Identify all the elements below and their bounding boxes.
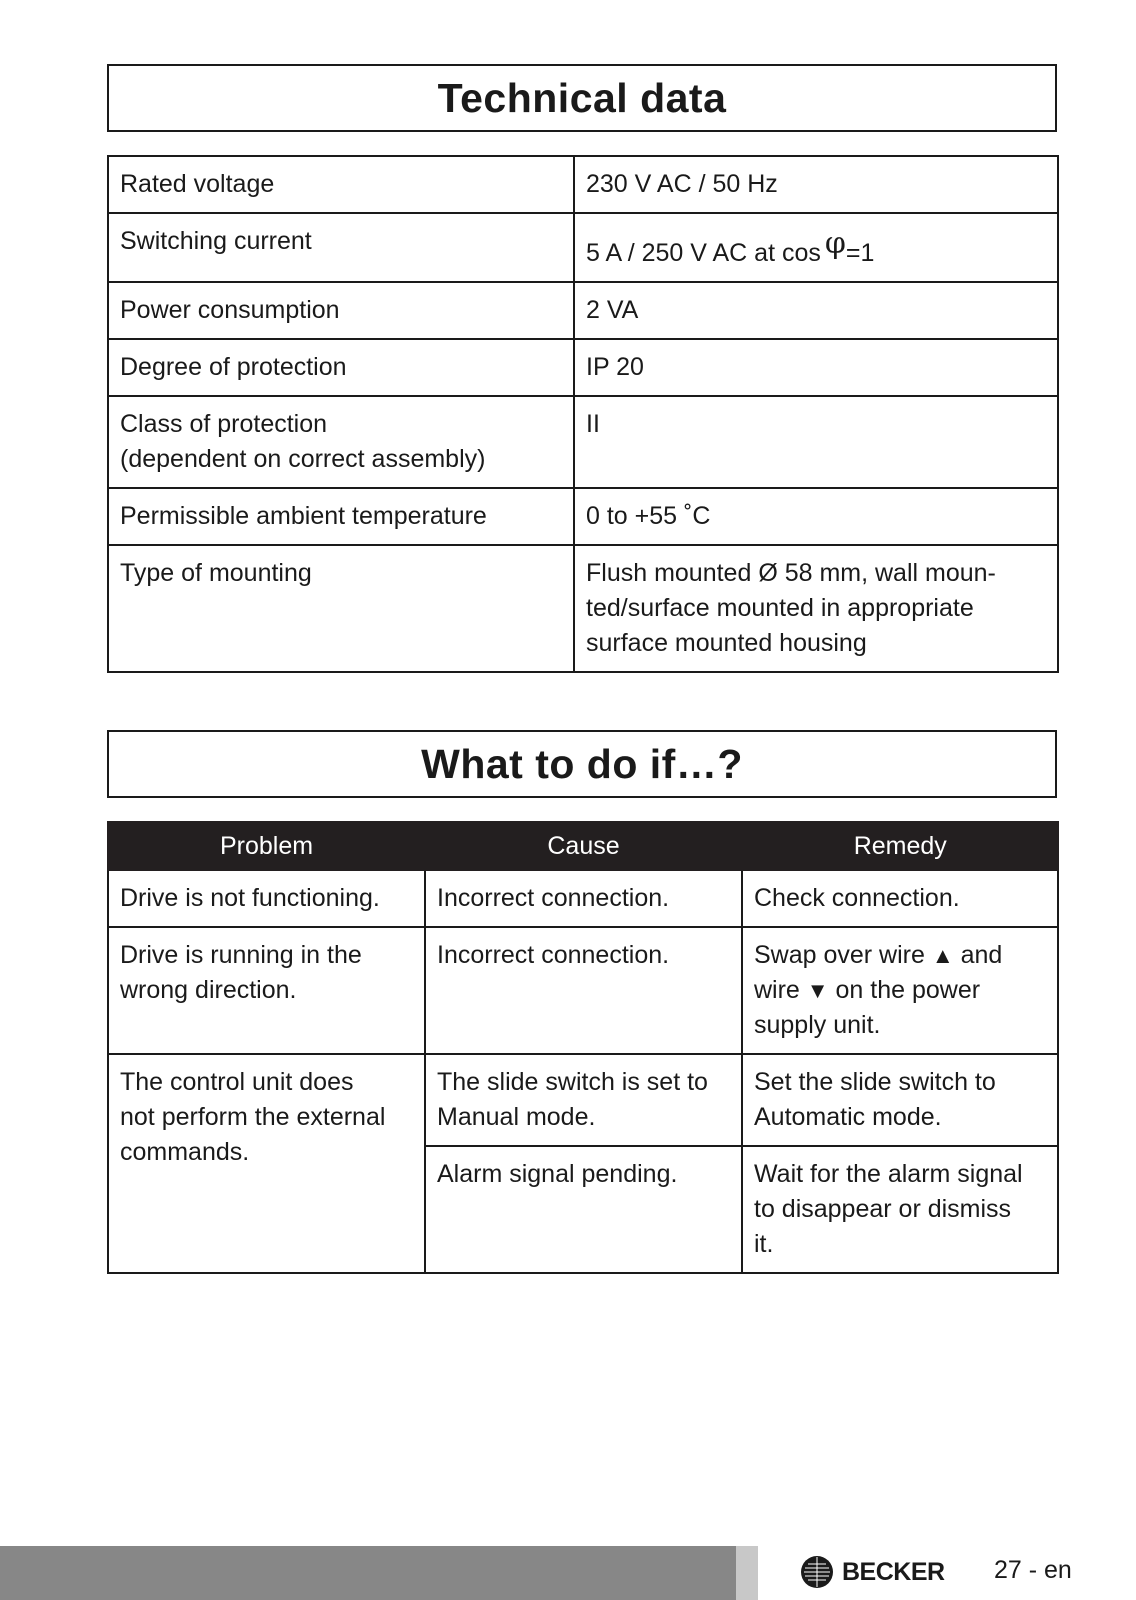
spec-value: Flush mounted Ø 58 mm, wall moun- ted/surface mounted in appropriate surface mounted housing xyxy=(574,545,1058,672)
spec-label: Rated voltage xyxy=(108,156,574,213)
technical-data-table xyxy=(107,155,1059,673)
remedy-cell: Wait for the alarm signal to disappear or dismiss it. xyxy=(742,1146,1058,1273)
troubleshooting-table xyxy=(107,821,1059,1274)
spec-value: IP 20 xyxy=(574,339,1058,396)
spec-value: 230 V AC / 50 Hz xyxy=(574,156,1058,213)
spec-label: Class of protection (dependent on correct assembly) xyxy=(108,396,574,488)
table-row xyxy=(108,282,1058,339)
becker-logo-icon xyxy=(800,1555,834,1589)
problem-cell: The control unit does not perform the external commands. xyxy=(108,1054,425,1273)
remedy-cell: Set the slide switch to Automatic mode. xyxy=(742,1054,1058,1146)
table-row xyxy=(108,488,1058,545)
spec-label: Power consumption xyxy=(108,282,574,339)
becker-logo xyxy=(800,1555,945,1589)
column-header-remedy: Remedy xyxy=(742,822,1058,870)
table-row xyxy=(108,1054,1058,1146)
remedy-text: and wire xyxy=(754,941,1003,1004)
remedy-text: Swap over wire xyxy=(754,941,925,969)
spec-value: 0 to +55 ˚C xyxy=(574,488,1058,545)
cause-cell: The slide switch is set to Manual mode. xyxy=(425,1054,742,1146)
spec-value: II xyxy=(574,396,1058,488)
problem-cell: Drive is not functioning. xyxy=(108,870,425,927)
table-row xyxy=(108,927,1058,1054)
table-row xyxy=(108,870,1058,927)
table-row xyxy=(108,339,1058,396)
cause-cell: Incorrect connection. xyxy=(425,870,742,927)
brand-name: BECKER xyxy=(842,1557,945,1586)
table-row xyxy=(108,213,1058,282)
spec-value xyxy=(574,213,1058,282)
footer-bar-accent xyxy=(736,1546,758,1600)
footer-bar xyxy=(0,1546,736,1600)
phi-symbol: φ xyxy=(824,226,846,261)
technical-data-title: Technical data xyxy=(107,64,1057,132)
table-row xyxy=(108,545,1058,672)
spec-label: Type of mounting xyxy=(108,545,574,672)
column-header-cause: Cause xyxy=(425,822,742,870)
spec-value-suffix: =1 xyxy=(845,239,875,267)
table-row xyxy=(108,156,1058,213)
up-triangle-icon: ▲ xyxy=(931,943,954,968)
remedy-cell xyxy=(742,927,1058,1054)
down-triangle-icon: ▼ xyxy=(806,978,829,1003)
problem-cell: Drive is running in the wrong direction. xyxy=(108,927,425,1054)
spec-label: Degree of protection xyxy=(108,339,574,396)
column-header-problem: Problem xyxy=(108,822,425,870)
spec-label: Permissible ambient temperature xyxy=(108,488,574,545)
cause-cell: Alarm signal pending. xyxy=(425,1146,742,1273)
cause-cell: Incorrect connection. xyxy=(425,927,742,1054)
table-row xyxy=(108,396,1058,488)
spec-label: Switching current xyxy=(108,213,574,282)
remedy-text: on the power supply unit. xyxy=(754,976,981,1039)
remedy-cell: Check connection. xyxy=(742,870,1058,927)
spec-value: 2 VA xyxy=(574,282,1058,339)
page-number: 27 - en xyxy=(994,1556,1072,1584)
troubleshooting-title: What to do if…? xyxy=(107,730,1057,798)
spec-value-text: 5 A / 250 V AC at cos xyxy=(586,239,821,267)
table-header-row xyxy=(108,822,1058,870)
